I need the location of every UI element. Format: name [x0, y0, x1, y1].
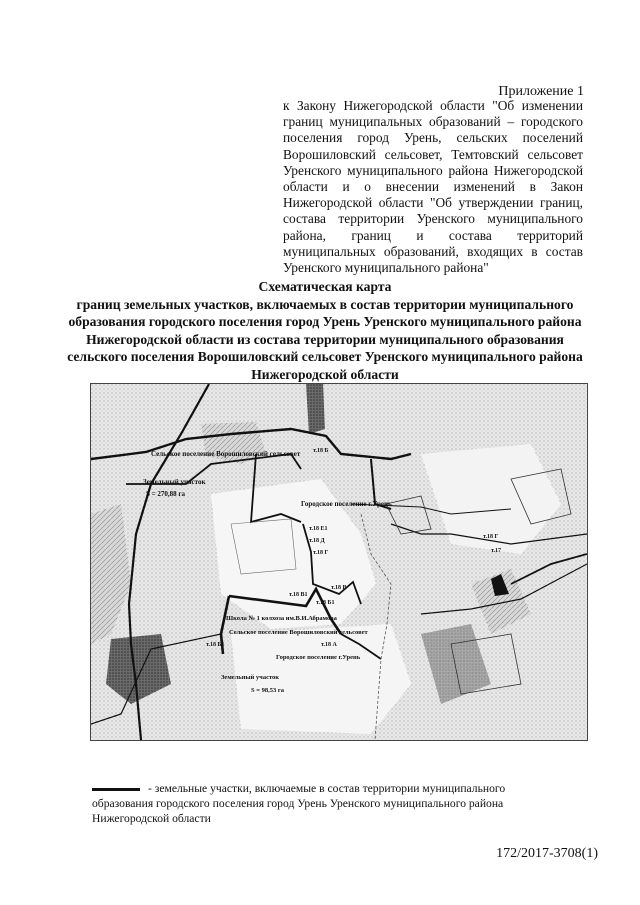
map-point-label: т.18 Б1: [206, 642, 225, 648]
map-point-label: т.18 Е1: [309, 526, 328, 532]
title-line: Нижегородской области: [251, 366, 399, 382]
title-line: границ земельных участков, включаемых в состав территории муниципального: [76, 296, 574, 312]
map-label: Сельское поселение Ворошиловский сельсовет: [151, 450, 301, 458]
map-label: S = 270,88 га: [146, 490, 186, 498]
appendix-number: Приложение 1: [498, 84, 584, 99]
map-point-label: т.18 Б1: [316, 600, 335, 606]
title-line: Схематическая карта: [258, 279, 392, 294]
map-label: S = 98,53 га: [251, 687, 285, 694]
map-label: Городское поселение г.Урень: [301, 500, 392, 508]
map-label: Земельный участок: [221, 674, 280, 681]
map-label: Земельный участок: [143, 478, 206, 486]
appendix-text: к Закону Нижегородской области "Об изменении границ муниципальных образований – городского поселения город Урень, сельских поселений Ворошиловский сельсовет, Темтовский сельсовет Уренского муниципального района Нижегородской области и о внесении изменений в Закон Нижегородской области "Об утверждении границ, состава территории Уренского муниципального района, границ и состава территорий муниципальных образований, входящих в состав Уренского муниципального района": [283, 98, 583, 276]
map-label: Городское поселение г.Урень: [276, 654, 361, 661]
title-line: Нижегородской области из состава территории муниципального образования: [86, 331, 564, 347]
legend-text: [92, 781, 562, 826]
document-code: 172/2017-3708(1): [496, 846, 598, 861]
map-point-label: т.18 А: [321, 642, 337, 648]
title-line: образования городского поселения город Урень Уренского муниципального района: [68, 314, 582, 330]
schematic-map: [90, 383, 588, 741]
map-point-label: т.17: [491, 548, 501, 554]
map-point-label: т.18 В: [331, 585, 347, 591]
title-line: сельского поселения Ворошиловский сельсовет Уренского муниципального района: [67, 349, 583, 365]
legend-description: - земельные участки, включаемые в состав территории муниципального образования городского поселения город Урень Уренского муниципального района Нижегородской области: [92, 782, 506, 825]
map-label: Сельское поселение Ворошиловский сельсовет: [229, 629, 368, 636]
map-point-label: т.18 В1: [289, 592, 308, 598]
map-point-label: т.18 Г: [483, 534, 499, 540]
document-title: [60, 278, 590, 384]
map-point-label: т.18 Д: [309, 538, 325, 544]
map-label: Школа № 1 колхоза им.В.И.Абрамова: [226, 615, 337, 622]
map-drawing: [91, 384, 587, 740]
map-point-label: т.18 Г: [313, 550, 329, 556]
map-point-label: т.18 Б: [313, 448, 329, 454]
